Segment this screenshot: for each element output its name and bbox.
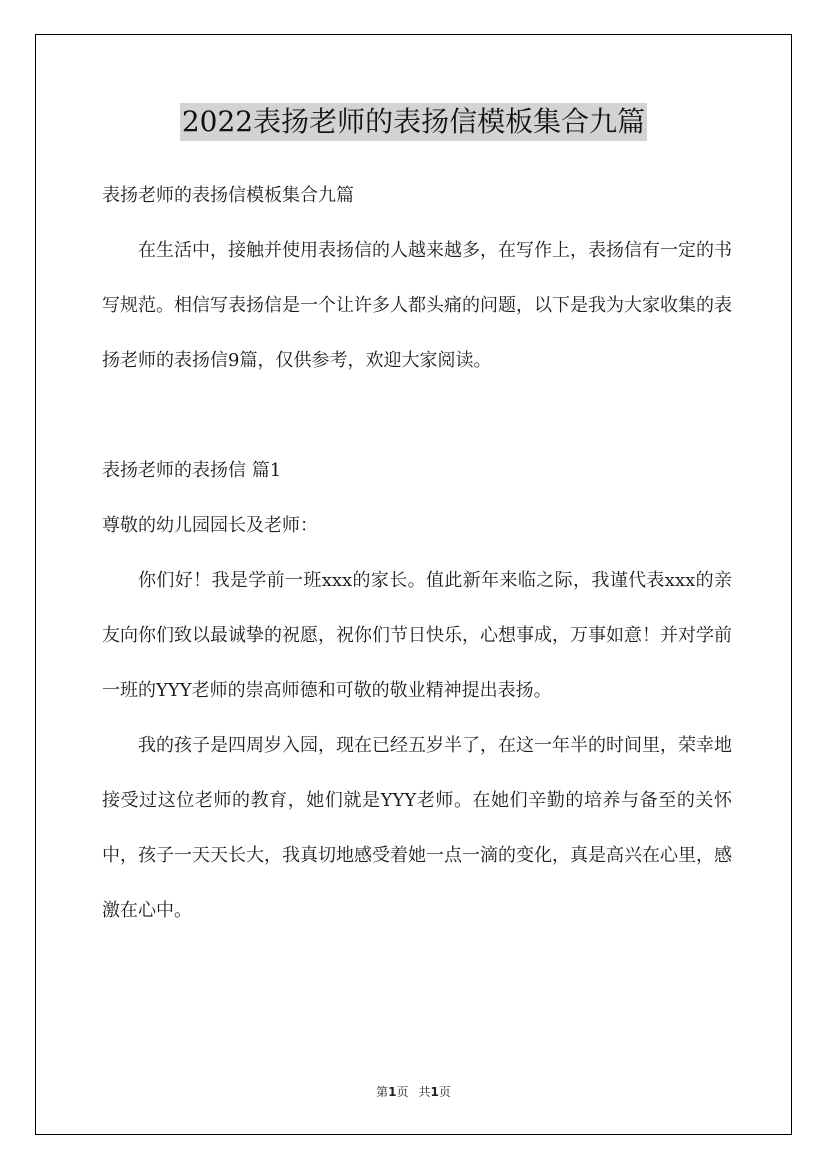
- page-current: 1: [388, 1085, 397, 1099]
- total-suffix: 页: [438, 1085, 451, 1099]
- document-subtitle: 表扬老师的表扬信模板集合九篇: [102, 185, 354, 206]
- document-title: 2022表扬老师的表扬信模板集合九篇: [180, 103, 647, 141]
- salutation: 尊敬的幼儿园园长及老师：: [102, 515, 318, 536]
- intro-paragraph: 在生活中，接触并使用表扬信的人越来越多，在写作上，表扬信有一定的书写规范。相信写表扬信是一个让许多人都头痛的问题，以下是我为大家收集的表扬老师的表扬信9篇，仅供参考，欢迎大家阅读。: [102, 240, 732, 371]
- body-paragraph-2: 我的孩子是四周岁入园，现在已经五岁半了，在这一年半的时间里，荣幸地接受过这位老师的教育，她们就是YYY老师。在她们辛勤的培养与备至的关怀中，孩子一天天长大，我真切地感受着她一点一滴的变化，真是高兴在心里，感激在心中。: [102, 735, 732, 921]
- section-heading: 表扬老师的表扬信 篇1: [102, 460, 282, 481]
- page-suffix: 页: [396, 1085, 409, 1099]
- total-prefix: 共: [418, 1085, 431, 1099]
- document-body: [102, 168, 732, 938]
- page-prefix: 第: [376, 1085, 389, 1099]
- body-paragraph-1: 你们好！我是学前一班xxx的家长。值此新年来临之际，我谨代表xxx的亲友向你们致以最诚挚的祝愿，祝你们节日快乐，心想事成，万事如意！并对学前一班的YYY老师的崇高师德和可敬的敬业精神提出表扬。: [102, 570, 732, 701]
- page-footer: [0, 1084, 827, 1100]
- section-gap: [102, 388, 732, 443]
- page-total: 1: [430, 1085, 439, 1099]
- title-container: [0, 103, 827, 141]
